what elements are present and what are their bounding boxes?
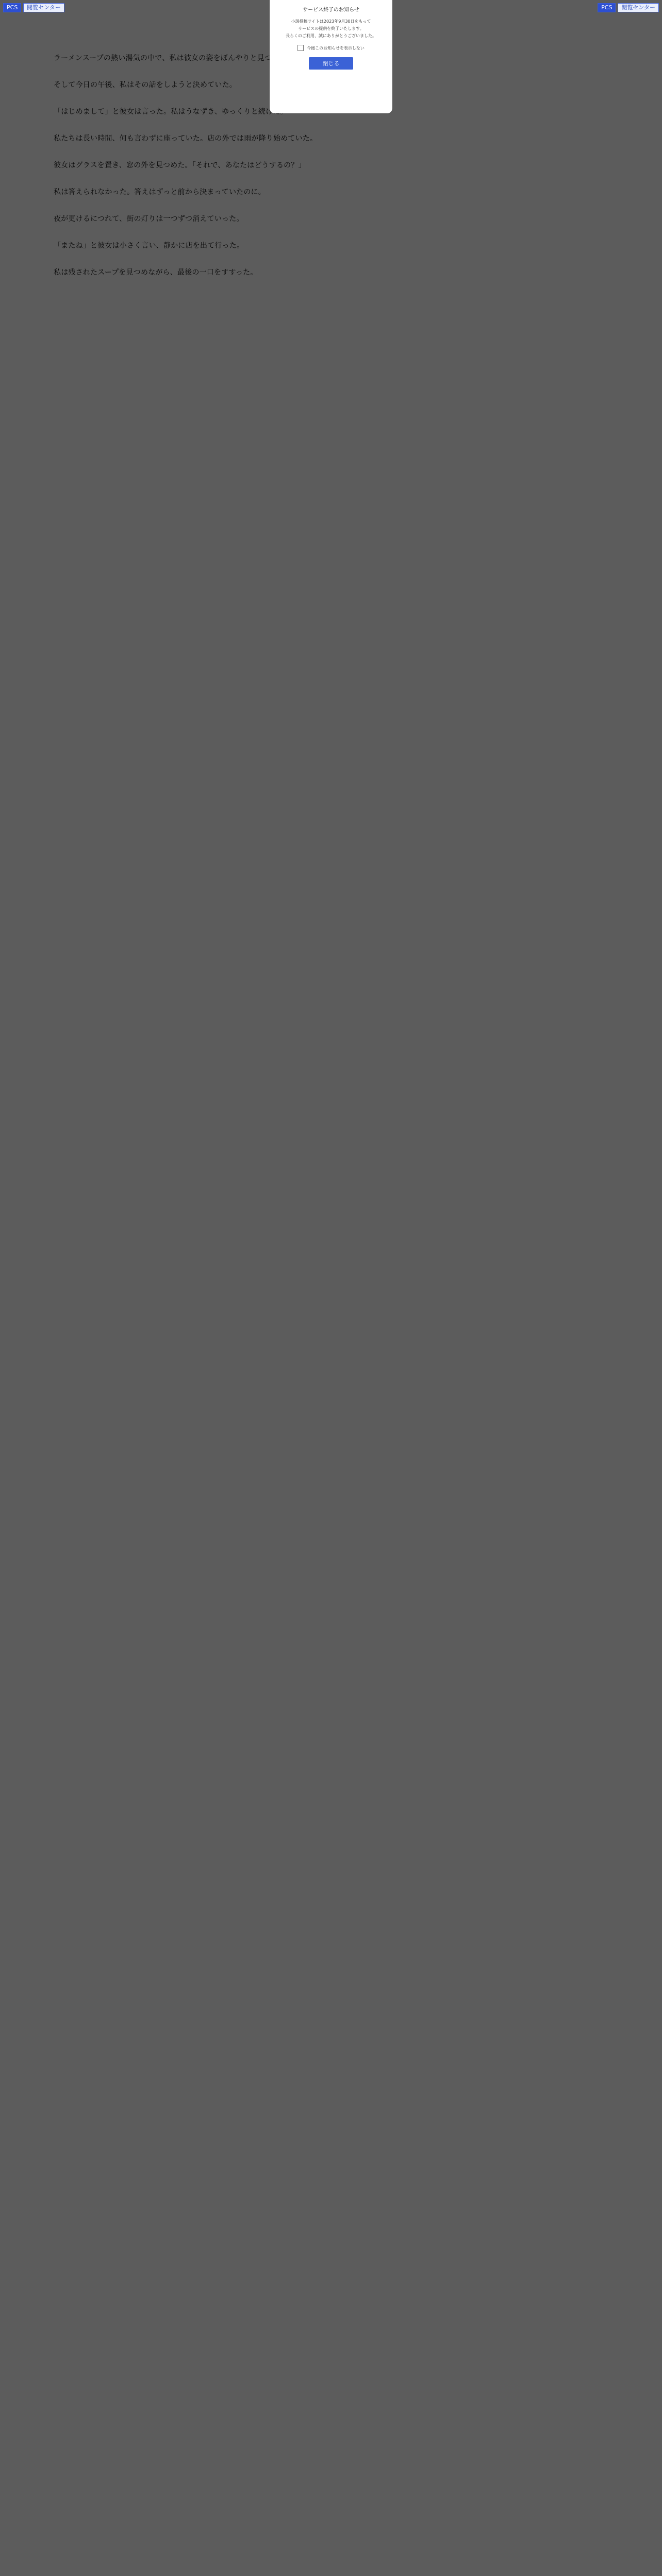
- left-tab-group: [3, 3, 64, 12]
- dialog-body-line: 長らくのご利用、誠にありがとうございました。: [286, 33, 376, 38]
- dialog-body: [270, 18, 392, 40]
- tab-pcs-left[interactable]: PCS: [3, 3, 21, 12]
- dont-show-again-checkbox[interactable]: [297, 45, 304, 51]
- tab-pcs-right[interactable]: PCS: [598, 3, 616, 12]
- tab-reading-center-right[interactable]: 閲覧センター: [618, 3, 659, 12]
- close-dialog-button[interactable]: 閉じる: [309, 57, 353, 70]
- dialog-title: サービス終了のお知らせ: [303, 7, 359, 13]
- dialog-body-line: サービスの提供を終了いたします。: [298, 26, 364, 31]
- right-tab-group: [598, 3, 659, 12]
- dont-show-again-label[interactable]: 今後このお知らせを表示しない: [307, 45, 365, 50]
- dialog-body-line: 小説投稿サイトは2023年9月30日をもって: [291, 19, 371, 24]
- dont-show-again-row[interactable]: [270, 45, 392, 51]
- tab-reading-center-left[interactable]: 閲覧センター: [23, 3, 64, 12]
- service-end-dialog: [270, 0, 392, 113]
